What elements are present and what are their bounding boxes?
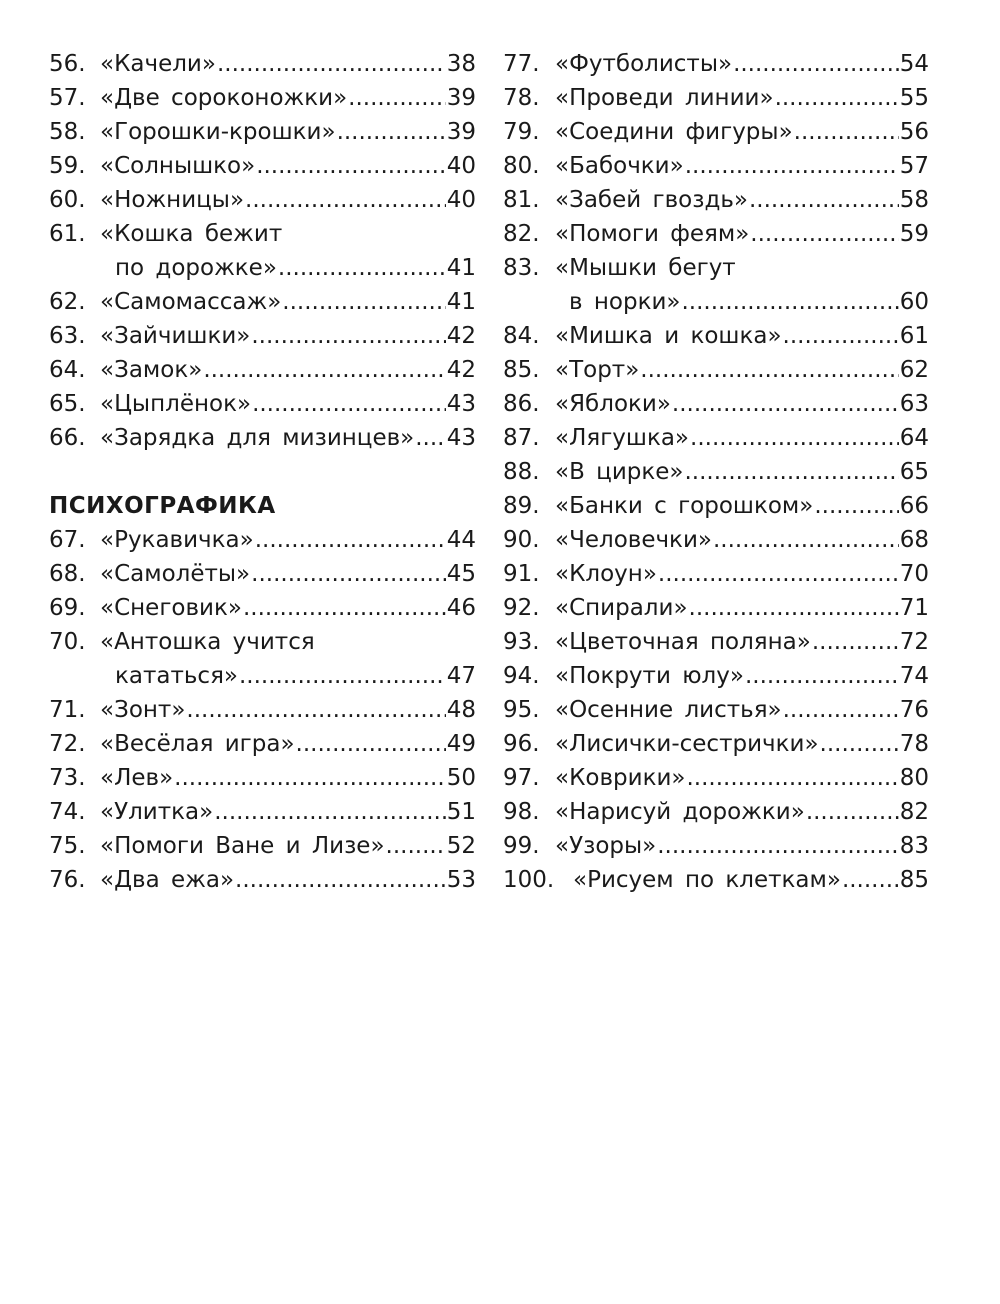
leader-dots [687, 761, 899, 795]
leader-dots [251, 319, 445, 353]
entry-page-number: 70 [899, 561, 929, 587]
entry-page-number: 39 [446, 85, 476, 111]
entry-page-number: 55 [899, 85, 929, 111]
leader-dots [337, 115, 446, 149]
leader-dots [812, 625, 899, 659]
entry-number: 94. [503, 663, 540, 689]
entry-number: 98. [503, 799, 540, 825]
toc-group-2 [49, 523, 476, 897]
entry-page-number: 42 [446, 323, 476, 349]
toc-entry [503, 591, 929, 625]
entry-number: 64. [49, 357, 86, 383]
entry-title: «Бабочки» [555, 153, 684, 179]
entry-title: «Рисуем по клеткам» [573, 867, 841, 893]
entry-page-number: 52 [446, 833, 476, 859]
entry-page-number: 65 [899, 459, 929, 485]
toc-entry [49, 863, 476, 897]
entry-number: 57. [49, 85, 86, 111]
entry-page-number: 68 [899, 527, 929, 553]
entry-title: «Кошка бежит [100, 221, 283, 247]
entry-title: «Замок» [100, 357, 203, 383]
entry-title: «Банки с горошком» [555, 493, 814, 519]
toc-entry [49, 523, 476, 557]
toc-entry [49, 557, 476, 591]
leader-dots [672, 387, 899, 421]
entry-number: 58. [49, 119, 86, 145]
entry-title: «Футболисты» [555, 51, 733, 77]
entry-page-number: 58 [899, 187, 929, 213]
entry-number: 71. [49, 697, 86, 723]
leader-dots [214, 795, 446, 829]
toc-entry [503, 421, 929, 455]
leader-dots [713, 523, 899, 557]
entry-number: 82. [503, 221, 540, 247]
entry-title: «Горошки-крошки» [100, 119, 336, 145]
toc-left-column [49, 47, 476, 897]
entry-title: «Мишка и кошка» [555, 323, 782, 349]
entry-number: 91. [503, 561, 540, 587]
leader-dots [775, 81, 899, 115]
entry-title: «Узоры» [555, 833, 657, 859]
entry-page-number: 38 [446, 51, 476, 77]
entry-page-number: 49 [446, 731, 476, 757]
leader-dots [684, 455, 898, 489]
leader-dots [415, 421, 445, 455]
leader-dots [749, 183, 899, 217]
entry-page-number: 74 [899, 663, 929, 689]
toc-entry [503, 81, 929, 115]
entry-page-number: 63 [899, 391, 929, 417]
entry-title: «Соедини фигуры» [555, 119, 793, 145]
entry-number: 90. [503, 527, 540, 553]
toc-entry [49, 829, 476, 863]
entry-title: «Лисички-сестрички» [555, 731, 819, 757]
leader-dots [689, 591, 899, 625]
entry-number: 99. [503, 833, 540, 859]
leader-dots [814, 489, 898, 523]
toc-entry [49, 693, 476, 727]
entry-title: «Рукавичка» [100, 527, 254, 553]
entry-page-number: 60 [899, 289, 929, 315]
entry-page-number: 46 [446, 595, 476, 621]
entry-number: 65. [49, 391, 86, 417]
entry-title: «Клоун» [555, 561, 657, 587]
entry-title: «Две сороконожки» [100, 85, 348, 111]
entry-page-number: 64 [899, 425, 929, 451]
entry-number: 100. [503, 867, 555, 893]
entry-number: 87. [503, 425, 540, 451]
section-heading: ПСИХОГРАФИКА [49, 493, 276, 519]
entry-number: 80. [503, 153, 540, 179]
entry-title-continuation: кататься» [115, 663, 238, 689]
leader-dots [278, 251, 446, 285]
toc-entry-continuation [49, 251, 476, 285]
toc-entry [49, 319, 476, 353]
toc-entry [49, 81, 476, 115]
leader-dots [235, 863, 446, 897]
toc-entry [503, 251, 929, 285]
leader-dots [820, 727, 899, 761]
entry-title: «Зонт» [100, 697, 186, 723]
entry-page-number: 39 [446, 119, 476, 145]
leader-dots [348, 81, 446, 115]
leader-dots [203, 353, 445, 387]
leader-dots [682, 285, 899, 319]
toc-entry [503, 625, 929, 659]
leader-dots [282, 285, 445, 319]
entry-number: 68. [49, 561, 86, 587]
toc-entry [49, 795, 476, 829]
leader-dots [243, 591, 446, 625]
entry-title: «Самомассаж» [100, 289, 282, 315]
entry-title: «Качели» [100, 51, 216, 77]
toc-entry [503, 115, 929, 149]
entry-page-number: 41 [446, 289, 476, 315]
entry-number: 85. [503, 357, 540, 383]
toc-entry [503, 319, 929, 353]
entry-page-number: 42 [446, 357, 476, 383]
toc-entry [503, 557, 929, 591]
entry-page-number: 83 [899, 833, 929, 859]
entry-title: «Ножницы» [100, 187, 245, 213]
entry-title: «Коврики» [555, 765, 686, 791]
leader-dots [657, 829, 898, 863]
leader-dots [251, 557, 446, 591]
leader-dots [842, 863, 899, 897]
toc-entry [503, 217, 929, 251]
entry-page-number: 45 [446, 561, 476, 587]
entry-title-continuation: по дорожке» [115, 255, 277, 281]
leader-dots [806, 795, 899, 829]
entry-number: 95. [503, 697, 540, 723]
toc-group-1 [49, 47, 476, 455]
entry-title: «Весёлая игра» [100, 731, 295, 757]
entry-page-number: 66 [899, 493, 929, 519]
entry-number: 93. [503, 629, 540, 655]
entry-title: «Мышки бегут [555, 255, 736, 281]
entry-title: «Антошка учится [100, 629, 315, 655]
toc-entry [49, 149, 476, 183]
entry-title: «Зайчишки» [100, 323, 251, 349]
entry-title: «Солнышко» [100, 153, 256, 179]
entry-page-number: 59 [899, 221, 929, 247]
entry-page-number: 40 [446, 187, 476, 213]
entry-number: 83. [503, 255, 540, 281]
toc-entry [49, 387, 476, 421]
toc-entry [503, 353, 929, 387]
toc-entry [49, 183, 476, 217]
entry-number: 61. [49, 221, 86, 247]
entry-title: «Человечки» [555, 527, 712, 553]
entry-page-number: 80 [899, 765, 929, 791]
toc-entry [49, 625, 476, 659]
toc-entry [49, 115, 476, 149]
toc-entry-continuation [503, 285, 929, 319]
toc-entry [503, 795, 929, 829]
entry-page-number: 43 [446, 391, 476, 417]
leader-dots [245, 183, 446, 217]
entry-number: 79. [503, 119, 540, 145]
entry-page-number: 78 [899, 731, 929, 757]
leader-dots [239, 659, 446, 693]
entry-number: 96. [503, 731, 540, 757]
entry-title: «Помоги феям» [555, 221, 750, 247]
toc-entry [503, 455, 929, 489]
entry-number: 97. [503, 765, 540, 791]
entry-title: «Помоги Ване и Лизе» [100, 833, 385, 859]
leader-dots [255, 523, 446, 557]
entry-page-number: 47 [446, 663, 476, 689]
leader-dots [783, 693, 899, 727]
entry-page-number: 51 [446, 799, 476, 825]
entry-page-number: 44 [446, 527, 476, 553]
entry-number: 89. [503, 493, 540, 519]
entry-title: «Лев» [100, 765, 174, 791]
entry-page-number: 76 [899, 697, 929, 723]
leader-dots [256, 149, 446, 183]
toc-entry [49, 285, 476, 319]
entry-page-number: 85 [899, 867, 929, 893]
toc-entry [503, 727, 929, 761]
entry-title: «Зарядка для мизинцев» [100, 425, 415, 451]
toc-entry [503, 47, 929, 81]
entry-number: 66. [49, 425, 86, 451]
entry-page-number: 50 [446, 765, 476, 791]
leader-dots [217, 47, 446, 81]
entry-title: «Снеговик» [100, 595, 242, 621]
entry-number: 92. [503, 595, 540, 621]
entry-title: «Торт» [555, 357, 640, 383]
entry-title: «Спирали» [555, 595, 688, 621]
entry-title: «Осенние листья» [555, 697, 782, 723]
leader-dots [783, 319, 899, 353]
entry-page-number: 71 [899, 595, 929, 621]
entry-page-number: 53 [446, 867, 476, 893]
entry-page-number: 48 [446, 697, 476, 723]
toc-entry [503, 693, 929, 727]
entry-title: «Улитка» [100, 799, 214, 825]
toc-entry [503, 523, 929, 557]
entry-title: «Нарисуй дорожки» [555, 799, 805, 825]
toc-entry [503, 149, 929, 183]
entry-number: 63. [49, 323, 86, 349]
entry-page-number: 57 [899, 153, 929, 179]
entry-page-number: 62 [899, 357, 929, 383]
entry-title: «Лягушка» [555, 425, 690, 451]
toc-entry [503, 659, 929, 693]
entry-number: 76. [49, 867, 86, 893]
leader-dots [252, 387, 446, 421]
entry-page-number: 72 [899, 629, 929, 655]
entry-title: «Покрути юлу» [555, 663, 744, 689]
leader-dots [386, 829, 446, 863]
entry-number: 56. [49, 51, 86, 77]
toc-entry [503, 183, 929, 217]
leader-dots [174, 761, 446, 795]
toc-right-column [503, 47, 929, 897]
toc-entry [503, 761, 929, 795]
toc-entry [49, 217, 476, 251]
entry-title: «Проведи линии» [555, 85, 774, 111]
entry-page-number: 61 [899, 323, 929, 349]
leader-dots [733, 47, 899, 81]
entry-page-number: 40 [446, 153, 476, 179]
leader-dots [750, 217, 898, 251]
leader-dots [186, 693, 445, 727]
toc-entry [503, 829, 929, 863]
toc-entry [49, 727, 476, 761]
entry-number: 72. [49, 731, 86, 757]
leader-dots [640, 353, 898, 387]
toc-entry [503, 489, 929, 523]
entry-number: 75. [49, 833, 86, 859]
entry-number: 81. [503, 187, 540, 213]
entry-page-number: 43 [446, 425, 476, 451]
entry-title: «Яблоки» [555, 391, 671, 417]
entry-number: 77. [503, 51, 540, 77]
entry-number: 78. [503, 85, 540, 111]
leader-dots [745, 659, 899, 693]
toc-entry-continuation [49, 659, 476, 693]
entry-number: 69. [49, 595, 86, 621]
entry-number: 73. [49, 765, 86, 791]
entry-number: 74. [49, 799, 86, 825]
entry-number: 86. [503, 391, 540, 417]
leader-dots [794, 115, 899, 149]
entry-title: «Цветочная поляна» [555, 629, 811, 655]
entry-number: 88. [503, 459, 540, 485]
entry-title: «Самолёты» [100, 561, 251, 587]
leader-dots [296, 727, 446, 761]
toc-entry [49, 761, 476, 795]
entry-number: 67. [49, 527, 86, 553]
toc-entry [49, 421, 476, 455]
toc-entry [503, 387, 929, 421]
entry-title-continuation: в норки» [569, 289, 681, 315]
entry-number: 60. [49, 187, 86, 213]
toc-entry [49, 353, 476, 387]
entry-page-number: 56 [899, 119, 929, 145]
entry-number: 62. [49, 289, 86, 315]
toc-entry [503, 863, 929, 897]
toc-entry [49, 591, 476, 625]
entry-title: «Цыплёнок» [100, 391, 252, 417]
entry-title: «В цирке» [555, 459, 684, 485]
entry-number: 84. [503, 323, 540, 349]
leader-dots [685, 149, 899, 183]
leader-dots [658, 557, 899, 591]
leader-dots [690, 421, 899, 455]
entry-page-number: 54 [899, 51, 929, 77]
entry-number: 59. [49, 153, 86, 179]
entry-title: «Два ежа» [100, 867, 235, 893]
entry-page-number: 41 [446, 255, 476, 281]
entry-title: «Забей гвоздь» [555, 187, 748, 213]
toc-entry [49, 47, 476, 81]
entry-page-number: 82 [899, 799, 929, 825]
entry-number: 70. [49, 629, 86, 655]
